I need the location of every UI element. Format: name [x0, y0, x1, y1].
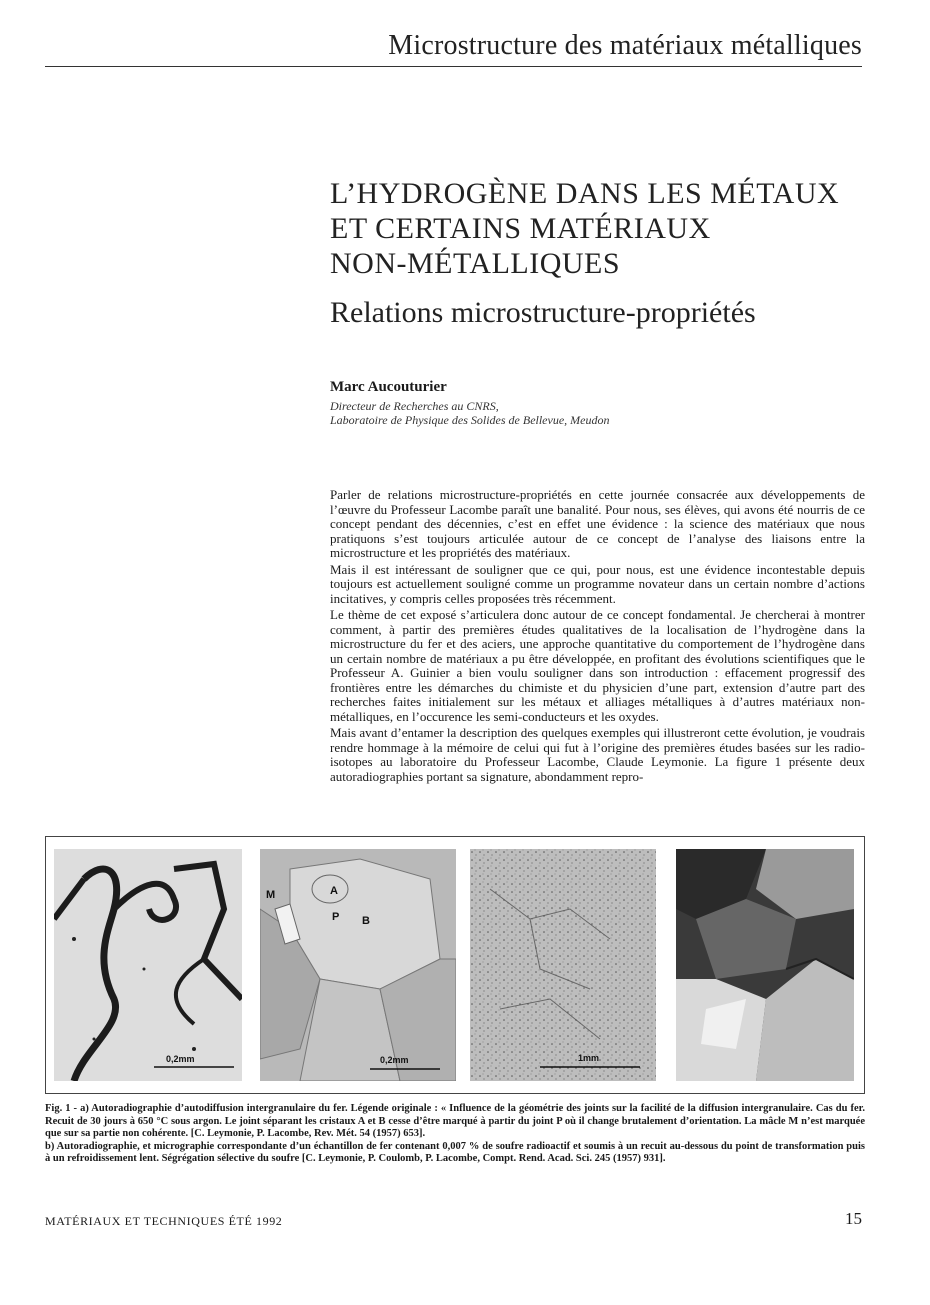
- paragraph: Mais il est intéressant de souligner que ce qui, pour nous, est une évidence incontestable depuis toujours est actuellement souligné comme un programme novateur dans un certain nombre d’actions incitatives, y compris celles proposées très récemment.: [330, 561, 865, 606]
- label-m: M: [266, 889, 276, 901]
- title-line: L’HYDROGÈNE DANS LES MÉTAUX: [330, 177, 840, 210]
- sulfur-autoradiograph-image: [470, 849, 656, 1081]
- affiliation-line: Laboratoire de Physique des Solides de Bellevue, Meudon: [330, 413, 610, 427]
- corresponding-micrograph-image: [676, 849, 854, 1081]
- micrograph-panel-3: [470, 849, 656, 1081]
- paragraph: Mais avant d’entamer la description des quelques exemples qui illustreront cette évolution, je voudrais rendre hommage à la mémoire de celui qui fut à l’origine des premières études basées sur les radio-isotopes au laboratoire du Professeur Lacombe, Claude Leymonie. La figure 1 présente deux autoradiographies portant sa signature, abondamment repro-: [330, 725, 865, 784]
- scale-bar-label: 1mm: [578, 1053, 600, 1063]
- article-subtitle: Relations microstructure-propriétés: [330, 296, 756, 329]
- figure-1: [45, 836, 865, 1094]
- scale-bar-label: 0,2mm: [380, 1055, 409, 1065]
- paragraph: Parler de relations microstructure-propriétés en cette journée consacrée aux développements de l’œuvre du Professeur Lacombe paraît une banalité. Pour nous, ses élèves, qui avons été nourris de ce concept pendant des décennies, c’est en effet une évidence : la science des matériaux que nous pratiquons s’est toujours articulée autour de ce concept de l’analyse des liaisons entre la microstructure et les propriétés des matériaux.: [330, 487, 865, 560]
- grain-micrograph-image: [260, 849, 456, 1081]
- label-b: B: [362, 915, 370, 927]
- author-affiliation: [330, 399, 610, 427]
- title-line: NON-MÉTALLIQUES: [330, 247, 621, 280]
- scale-bar-label: 0,2mm: [166, 1054, 195, 1064]
- author-name: Marc Aucouturier: [330, 379, 447, 395]
- autoradiograph-image: [54, 849, 242, 1081]
- micrograph-panel-4: [676, 849, 854, 1081]
- micrograph-panel-1: [54, 849, 242, 1081]
- article-title: [330, 176, 890, 281]
- label-a: A: [330, 885, 338, 897]
- running-title: Microstructure des matériaux métalliques: [388, 30, 862, 61]
- caption-part-b: b) Autoradiographie, et micrographie correspondante d’un échantillon de fer contenant 0,007 % de soufre radioactif et soumis à un recuit au-dessous du point de transformation puis à un refroidissement lent. Ségrégation sélective du soufre [C. Leymonie, P. Coulomb, P. Lacombe, Compt. Rend. Acad. Sci. 245 (1957) 931].: [45, 1140, 865, 1164]
- body-text: [330, 488, 865, 786]
- paragraph: Le thème de cet exposé s’articulera donc autour de ce concept fondamental. Je chercherai à montrer comment, à partir des premières études qualitatives de la localisation de l’hydrogène dans la microstructure du fer et des aciers, une approche quantitative du comportement de l’hydrogène dans un certain nombre de matériaux a pu être développée, en profitant des évolutions scientifiques que le Professeur A. Guinier a bien voulu souligner dans son introduction : effacement progressif des frontières entre les démarches du chimiste et du physicien d’une part, extension d’autre part des recherches faites initialement sur les métaux et alliages métalliques à d’autres matériaux non-métalliques, en l’occurence les semi-conducteurs et les oxydes.: [330, 607, 865, 724]
- label-p: P: [332, 911, 340, 923]
- affiliation-line: Directeur de Recherches au CNRS,: [330, 399, 499, 413]
- figure-caption: [45, 1103, 865, 1166]
- caption-part-a: Fig. 1 - a) Autoradiographie d’autodiffusion intergranulaire du fer. Légende originale : « Influence de la géométrie des joints sur la facilité de la diffusion intergranulaire. Cas du fer. Recuit de 30 jours à 650 °C sous argon. Le joint séparant les cristaux A et B cesse d’être marqué à partir du joint P où il change brutalement d’orientation. La mâcle M n’est marquée que sur sa partie non cohérente. [C. Leymonie, P. Lacombe, Rev. Mét. 54 (1957) 653].: [45, 1103, 865, 1139]
- journal-footer: MATÉRIAUX ET TECHNIQUES ÉTÉ 1992: [45, 1214, 283, 1228]
- page-number: 15: [845, 1209, 862, 1228]
- title-line: ET CERTAINS MATÉRIAUX: [330, 212, 711, 245]
- header-rule: [45, 66, 862, 67]
- micrograph-panel-2: [260, 849, 456, 1081]
